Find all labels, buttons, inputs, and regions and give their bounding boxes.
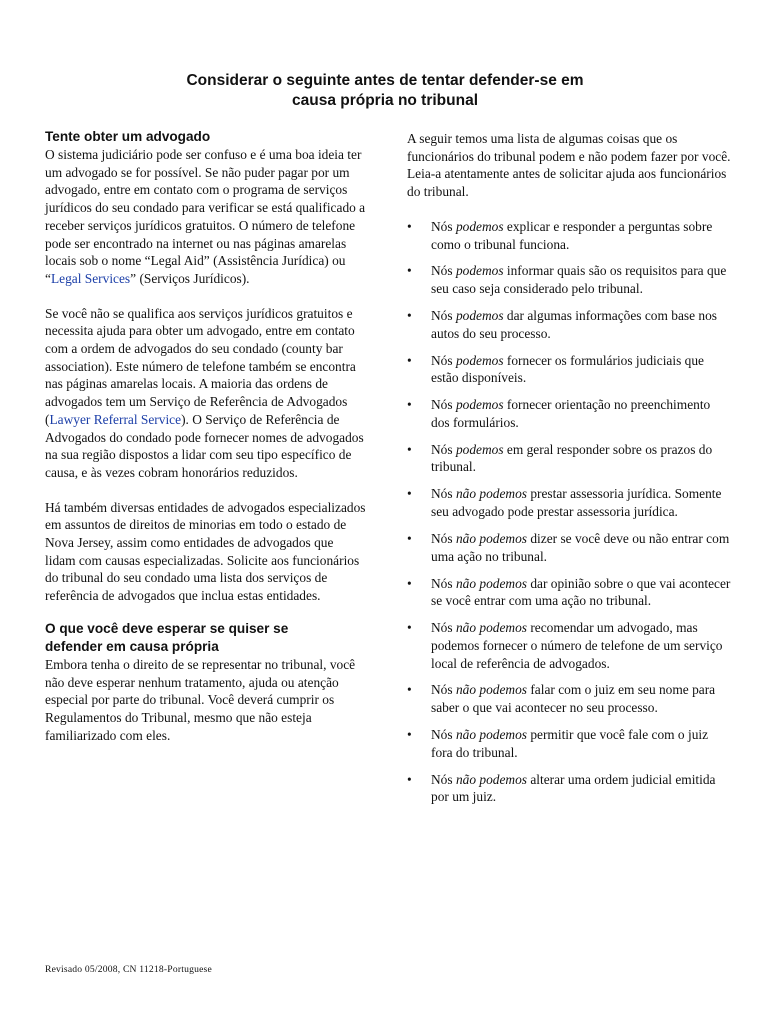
list-item-prefix: Nós (431, 727, 456, 743)
bullet-icon: • (407, 771, 412, 787)
bullet-icon: • (407, 620, 412, 636)
list-item (407, 726, 732, 761)
list-item (407, 485, 732, 520)
bullet-icon: • (407, 530, 412, 546)
legal-services-link[interactable]: Legal Services (50, 270, 131, 286)
list-item (407, 771, 732, 806)
list-item-text: fornecer orientação no preenchimento dos formulários. (431, 397, 711, 430)
right-column (407, 130, 732, 815)
bullet-icon: • (407, 682, 412, 698)
list-item-text: alterar uma ordem judicial emitida por um juiz. (431, 771, 716, 805)
list-item (407, 396, 732, 431)
list-item-emphasis: não podemos (455, 486, 527, 502)
list-item-text: dar algumas informações com base nos autos do seu processo. (431, 308, 717, 341)
left-column (45, 128, 367, 744)
list-item-emphasis: podemos (455, 352, 504, 368)
list-item-prefix: Nós (431, 441, 456, 457)
paragraph-text: Se você não se qualifica aos serviços jurídicos gratuitos e necessita ajuda para obter um advogado, entre em contato com a ordem de advogados do seu condado (county bar association). Este número de telefone também se encontra nas páginas amarelas locais. A maioria das ordens de advogados tem um Serviço de Referência de Advogados ( (45, 305, 356, 427)
list-item (407, 218, 732, 253)
bullet-icon: • (407, 727, 412, 743)
list-item-prefix: Nós (431, 486, 456, 502)
list-item-emphasis: podemos (455, 397, 504, 413)
list-item-emphasis: podemos (455, 263, 504, 279)
list-item-emphasis: podemos (455, 308, 504, 323)
paragraph-court-rules: Embora tenha o direito de se representar no tribunal, você não deve esperar nenhum tratamento, ajuda ou atenção especial por parte do tribunal. Você deverá cumprir os Regulamentos do Tribunal, mesmo que não esteja familiarizado com eles. (45, 656, 356, 743)
page-title-line-2: causa própria no tribunal (291, 92, 479, 109)
list-item-emphasis: podemos (455, 441, 504, 457)
bullet-icon: • (407, 397, 412, 413)
list-item-prefix: Nós (431, 308, 456, 323)
list-item-text: informar quais são os requisitos para que seu caso seja considerado pelo tribunal. (431, 263, 727, 297)
list-item-emphasis: não podemos (455, 727, 527, 743)
list-item (407, 307, 732, 342)
paragraph-text: O sistema judiciário pode ser confuso e é uma boa ideia ter um advogado se for possível. Se não puder pagar por um advogado, entre em contato com o programa de serviços jurídicos do seu condado para verificar se está qualificado a receber serviços jurídicos gratuitos. O número de telefone pode ser encontrado na internet ou nas páginas amarelas locais sob o nome “Legal Aid” (Assistência Jurídica) ou “ (45, 147, 366, 286)
list-item-text: explicar e responder a perguntas sobre como o tribunal funciona. (431, 218, 713, 252)
list-item-prefix: Nós (431, 620, 456, 636)
list-item-text: falar com o juiz em seu nome para saber o que vai acontecer no seu processo. (431, 682, 716, 716)
list-item-prefix: Nós (431, 352, 456, 368)
list-item-prefix: Nós (431, 397, 456, 413)
paragraph-legal-services (45, 146, 367, 288)
footer-revision: Revisado 05/2008, CN 11218-Portuguese (45, 964, 212, 975)
paragraph-text: ). O Serviço de Referência de Advogados do condado pode fornecer nomes de advogados na sua região dispostos a lidar com seu tipo específico de causa, e às vezes cobram honorários reduzidos. (45, 411, 364, 480)
paragraph-text: ” (Serviços Jurídicos). (130, 270, 250, 286)
section-heading-get-lawyer: Tente obter um advogado (45, 129, 211, 144)
list-item-text: em geral responder sobre os prazos do tribunal. (431, 441, 713, 475)
list-item-text: prestar assessoria jurídica. Somente seu advogado pode prestar assessoria jurídica. (431, 486, 722, 520)
list-item-text: dar opinião sobre o que vai acontecer se você entrar com uma ação no tribunal. (431, 575, 731, 609)
list-item-text: fornecer os formulários judiciais que estão disponíveis. (431, 352, 704, 386)
heading-line-1: O que você deve esperar se quiser se (45, 620, 289, 636)
list-item-prefix: Nós (431, 530, 456, 546)
list-item-prefix: Nós (431, 218, 456, 234)
lawyer-referral-service-link[interactable]: Lawyer Referral Service (49, 411, 182, 427)
list-item-prefix: Nós (431, 771, 456, 787)
list-item-emphasis: não podemos (455, 530, 527, 546)
bullet-icon: • (407, 263, 412, 279)
section-heading-self-representation (45, 620, 367, 656)
paragraph-bar-association (45, 305, 367, 482)
list-item (407, 619, 732, 672)
list-item (407, 262, 732, 297)
list-item (407, 575, 732, 610)
bullet-icon: • (407, 352, 412, 368)
list-item-emphasis: não podemos (455, 575, 527, 591)
list-item-prefix: Nós (431, 263, 456, 279)
heading-line-2: defender em causa própria (45, 638, 219, 654)
list-item-emphasis: não podemos (455, 771, 527, 787)
list-item-text: permitir que você fale com o juiz fora do tribunal. (431, 727, 709, 760)
list-item-emphasis: não podemos (455, 682, 527, 698)
list-item (407, 530, 732, 565)
list-item-text: dizer se você deve ou não entrar com uma ação no tribunal. (431, 530, 730, 564)
list-item-emphasis: não podemos (455, 620, 527, 636)
list-item (407, 681, 732, 716)
list-item (407, 352, 732, 387)
paragraph-minority-entities: Há também diversas entidades de advogados especializados em assuntos de direitos de minorias em todo o estado de Nova Jersey, assim como entidades de advogados que lidam com causas especializadas. Solicite aos funcionários do tribunal do seu condado uma lista dos serviços de referência de advogados que inclua estas entidades. (45, 499, 366, 604)
bullet-icon: • (407, 218, 412, 234)
list-item-prefix: Nós (431, 682, 456, 698)
list-item-text: recomendar um advogado, mas podemos fornecer o número de telefone de um serviço local de referência de advogados. (431, 620, 723, 671)
page-title (90, 71, 680, 111)
list-item-prefix: Nós (431, 575, 456, 591)
page-title-line-1: Considerar o seguinte antes de tentar defender-se em (186, 72, 584, 89)
bullet-icon: • (407, 486, 412, 502)
list-item (407, 441, 732, 476)
bullet-icon: • (407, 441, 412, 457)
paragraph-list-intro: A seguir temos uma lista de algumas coisas que os funcionários do tribunal podem e não podem fazer por você. Leia-a atentamente antes de solicitar ajuda aos funcionários do tribunal. (407, 131, 731, 200)
court-staff-list (407, 218, 732, 806)
list-item-emphasis: podemos (455, 218, 504, 234)
bullet-icon: • (407, 575, 412, 591)
bullet-icon: • (407, 308, 412, 323)
